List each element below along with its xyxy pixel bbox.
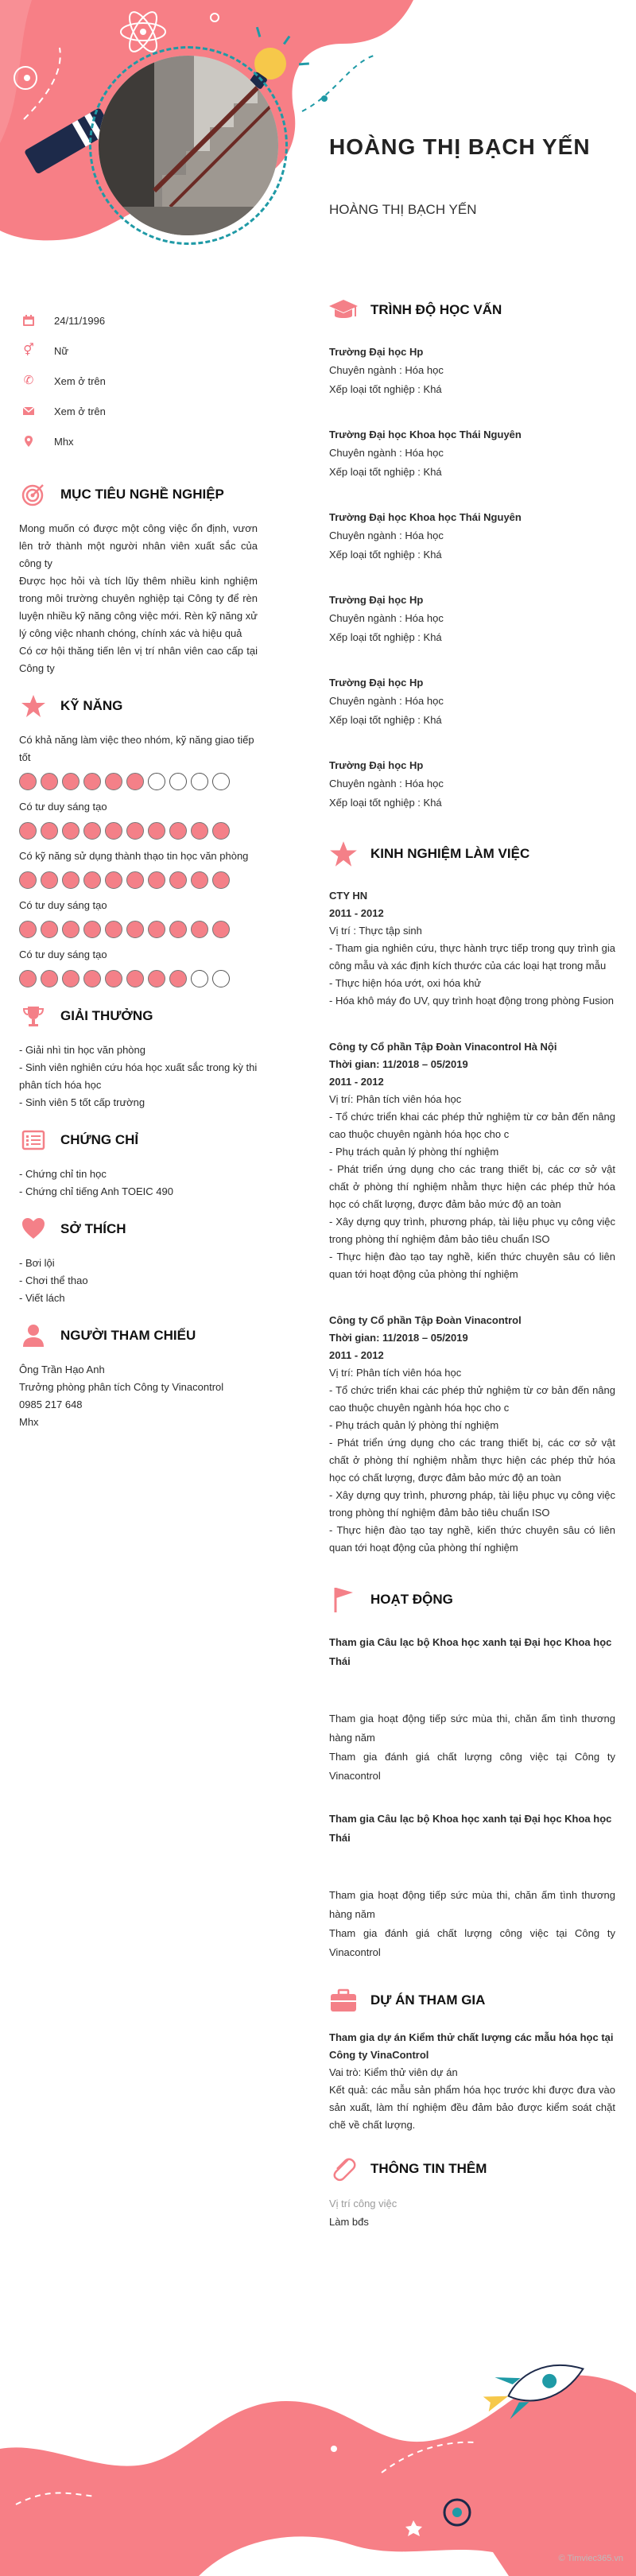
rating-dot-filled [62, 970, 80, 987]
rating-dot-filled [105, 773, 122, 790]
activity-spacer [329, 1671, 615, 1709]
awards-section [19, 1002, 258, 1111]
info-value: 24/11/1996 [54, 314, 106, 327]
rating-dot-filled [126, 773, 144, 790]
objective-line: Có cơ hội thăng tiến lên vị trí nhân viên cao cấp tại Công ty [19, 645, 258, 674]
info-phone [19, 366, 258, 396]
activity-line: Tham gia hoạt động tiếp sức mùa thi, chăn ấm tình thương hàng năm [329, 1889, 615, 1920]
experience-section [329, 840, 615, 1557]
education-item [329, 757, 615, 813]
rating-dot-filled [83, 921, 101, 938]
school-name: Trường Đại học Hp [329, 677, 424, 689]
additional-section [329, 2155, 615, 2231]
additional-value: Làm bđs [329, 2216, 369, 2228]
phone-icon: ✆ [23, 374, 34, 387]
certificate-icon [19, 1126, 48, 1154]
hobby-item: - Bơi lội [19, 1257, 55, 1269]
section-title: NGƯỜI THAM CHIẾU [60, 1328, 196, 1343]
rating-dot-filled [212, 921, 230, 938]
references-section [19, 1321, 258, 1431]
info-gender [19, 336, 258, 366]
section-title: SỞ THÍCH [60, 1221, 126, 1236]
experience-line: Vị trí: Phân tích viên hóa học [329, 1367, 462, 1379]
reference-line: 0985 217 648 [19, 1399, 83, 1410]
rating-dot-filled [126, 921, 144, 938]
hobbies-section [19, 1215, 258, 1307]
experience-heading: 2011 - 2012 [329, 1076, 384, 1088]
education-section [329, 296, 615, 813]
rating-dot-filled [212, 871, 230, 889]
section-title: KINH NGHIỆM LÀM VIỆC [370, 846, 530, 861]
experience-line: - Xây dựng quy trình, phương pháp, tài liệu phục vụ công việc trong phòng thí nghiệm đảm bảo tiêu chuẩn ISO [329, 1216, 615, 1245]
target-icon [19, 480, 48, 509]
skills-list [19, 731, 258, 987]
rating-dot-empty [212, 970, 230, 987]
award-item: - Sinh viên 5 tốt cấp trường [19, 1096, 145, 1108]
rating-dot-filled [191, 921, 208, 938]
rating-dot-empty [191, 970, 208, 987]
objective-line: Mong muốn có được một công việc ổn định, vươn lên trở thành một người nhân viên xuất sắc của công ty [19, 522, 258, 569]
rating-dot-filled [148, 921, 165, 938]
reference-line: Ông Trần Hạo Anh [19, 1364, 105, 1375]
rating-dot-empty [148, 773, 165, 790]
award-item: - Sinh viên nghiên cứu hóa học xuất sắc trong kỳ thi phân tích hóa học [19, 1061, 258, 1091]
experience-heading: Công ty Cổ phần Tập Đoàn Vinacontrol [329, 1314, 522, 1326]
skill-label: Có tư duy sáng tạo [19, 949, 107, 960]
experience-line: - Xây dựng quy trình, phương pháp, tài liệu phục vụ công việc trong phòng thí nghiệm đảm bảo tiêu chuẩn ISO [329, 1489, 615, 1519]
experience-heading: 2011 - 2012 [329, 907, 384, 919]
gender-icon: ⚥ [23, 343, 34, 357]
section-title: THÔNG TIN THÊM [370, 2161, 487, 2176]
education-rank: Xếp loại tốt nghiệp : Khá [329, 466, 442, 478]
experience-line: - Thực hiện hóa ướt, oxi hóa khử [329, 977, 482, 989]
skill-rating [19, 822, 258, 840]
skills-section [19, 692, 258, 987]
reference-line: Trưởng phòng phân tích Công ty Vinacontrol [19, 1381, 224, 1393]
rating-dot-filled [105, 871, 122, 889]
rating-dot-filled [19, 970, 37, 987]
experience-line: - Hóa khô máy đo UV, quy trình hoạt động trong phòng Fusion [329, 995, 614, 1007]
activities-list [329, 1633, 615, 1962]
experience-line: - Phát triển ứng dụng cho các trang thiết bị, các cơ sở vật chất ở phòng thí nghiệm nhằm thực hiện các phép thử hóa học có chất lượng, được đảm bảo mức độ an toàn [329, 1437, 615, 1484]
activity-line: Tham gia đánh giá chất lượng công việc tại Công ty Vinacontrol [329, 1751, 615, 1782]
avatar-ring [89, 46, 288, 245]
skill-label: Có khả năng làm việc theo nhóm, kỹ năng giao tiếp tốt [19, 734, 254, 763]
location-icon [22, 435, 35, 448]
school-name: Trường Đại học Khoa học Thái Nguyên [329, 429, 522, 440]
section-title: TRÌNH ĐỘ HỌC VẤN [370, 302, 502, 317]
rating-dot-filled [169, 822, 187, 840]
info-birthdate [19, 305, 258, 336]
skill-rating [19, 871, 258, 889]
project-line: Vai trò: Kiểm thử viên dự án [329, 2066, 458, 2078]
experience-heading: Thời gian: 11/2018 – 05/2019 [329, 1058, 468, 1070]
rating-dot-filled [105, 970, 122, 987]
rating-dot-filled [169, 970, 187, 987]
candidate-subtitle: HOÀNG THỊ BẠCH YẾN [329, 202, 477, 217]
education-major: Chuyên ngành : Hóa học [329, 612, 444, 624]
rating-dot-filled [41, 822, 58, 840]
award-item: - Giải nhì tin học văn phòng [19, 1044, 145, 1056]
rating-dot-filled [19, 921, 37, 938]
info-value: Mhx [54, 435, 74, 448]
star-icon [19, 692, 48, 720]
section-title: HOẠT ĐỘNG [370, 1592, 453, 1607]
info-value: Xem ở trên [54, 374, 106, 387]
project-line: Kết quả: các mẫu sản phẩm hóa học trước khi được đưa vào sản xuất, làm thí nghiệm đều đảm bảo được kiểm soát chặt chẽ về chất lượng. [329, 2084, 615, 2131]
education-rank: Xếp loại tốt nghiệp : Khá [329, 549, 442, 561]
rating-dot-filled [41, 773, 58, 790]
hobby-item: - Viết lách [19, 1292, 65, 1304]
rating-dot-filled [62, 773, 80, 790]
rating-dot-filled [19, 871, 37, 889]
certificate-item: - Chứng chỉ tin học [19, 1168, 107, 1180]
certificate-item: - Chứng chỉ tiếng Anh TOEIC 490 [19, 1185, 173, 1197]
rating-dot-filled [83, 773, 101, 790]
education-item [329, 509, 615, 564]
rating-dot-filled [62, 921, 80, 938]
rating-dot-filled [126, 970, 144, 987]
experience-line: - Phát triển ứng dụng cho các trang thiết bị, các cơ sở vật chất ở phòng thí nghiệm nhằm thực hiện các phép thử hóa học có chất lượng, được đảm bảo mức độ an toàn [329, 1163, 615, 1210]
education-major: Chuyên ngành : Hóa học [329, 530, 444, 541]
experience-line: - Thực hiện đào tạo tay nghề, kiến thức chuyên sâu có liên quan tới hoạt động của phòng thí nghiệm [329, 1251, 615, 1280]
rating-dot-filled [41, 921, 58, 938]
skill-rating [19, 970, 258, 987]
right-column [329, 296, 615, 2231]
education-rank: Xếp loại tốt nghiệp : Khá [329, 631, 442, 643]
rating-dot-filled [191, 822, 208, 840]
education-major: Chuyên ngành : Hóa học [329, 695, 444, 707]
info-value: Nữ [54, 344, 69, 357]
education-rank: Xếp loại tốt nghiệp : Khá [329, 797, 442, 809]
experience-line: - Phụ trách quản lý phòng thí nghiệm [329, 1419, 499, 1431]
skill-label: Có tư duy sáng tạo [19, 899, 107, 911]
avatar [89, 46, 288, 245]
rating-dot-filled [212, 822, 230, 840]
experience-line: Vị trí : Thực tập sinh [329, 925, 422, 937]
rating-dot-filled [191, 871, 208, 889]
info-address [19, 426, 258, 456]
paperclip-icon [329, 2155, 358, 2183]
education-rank: Xếp loại tốt nghiệp : Khá [329, 383, 442, 395]
education-major: Chuyên ngành : Hóa học [329, 364, 444, 376]
activity-name: Tham gia Câu lạc bộ Khoa học xanh tại Đại học Khoa học Thái [329, 1813, 612, 1844]
school-name: Trường Đại học Khoa học Thái Nguyên [329, 511, 522, 523]
experience-list [329, 887, 615, 1557]
footer-decoration [0, 2353, 636, 2576]
education-item [329, 592, 615, 647]
rating-dot-filled [148, 970, 165, 987]
objective-line: Được học hỏi và tích lũy thêm nhiều kinh nghiệm trong môi trường chuyên nghiệp tại Công ty để rèn luyện nhiều kỹ năng công việc mới. Rèn kỹ năng xử lý công việc nhanh chóng, chính xác và hiệu quả [19, 575, 258, 639]
activity-line: Tham gia hoạt động tiếp sức mùa thi, chăn ấm tình thương hàng năm [329, 1713, 615, 1744]
experience-heading: CTY HN [329, 890, 368, 902]
experience-item [329, 1038, 615, 1283]
rating-dot-filled [148, 871, 165, 889]
projects-section [329, 1986, 615, 2134]
personal-info [19, 305, 258, 456]
hobby-item: - Chơi thể thao [19, 1274, 88, 1286]
watermark: © Timviec365.vn [558, 2554, 623, 2563]
rating-dot-filled [62, 822, 80, 840]
activities-section [329, 1585, 615, 1962]
rating-dot-filled [169, 871, 187, 889]
experience-heading: Công ty Cổ phần Tập Đoàn Vinacontrol Hà Nội [329, 1041, 557, 1053]
experience-item [329, 1312, 615, 1557]
section-title: DỰ ÁN THAM GIA [370, 1992, 486, 2008]
rating-dot-empty [212, 773, 230, 790]
rating-dot-empty [191, 773, 208, 790]
experience-line: - Tổ chức triển khai các phép thử nghiệm từ cơ bản đến nâng cao thuộc chuyên ngành hóa học cho c [329, 1384, 615, 1414]
rating-dot-filled [41, 970, 58, 987]
rating-dot-filled [148, 822, 165, 840]
education-rank: Xếp loại tốt nghiệp : Khá [329, 714, 442, 726]
section-title: KỸ NĂNG [60, 698, 123, 713]
rating-dot-filled [126, 871, 144, 889]
experience-line: Vị trí: Phân tích viên hóa học [329, 1093, 462, 1105]
school-name: Trường Đại học Hp [329, 346, 424, 358]
graduation-cap-icon [329, 296, 358, 324]
skill-label: Có tư duy sáng tạo [19, 801, 107, 813]
reference-line: Mhx [19, 1416, 39, 1428]
section-title: MỤC TIÊU NGHỀ NGHIỆP [60, 487, 224, 502]
activity-item [329, 1633, 615, 1786]
education-item [329, 343, 615, 399]
left-column [19, 305, 258, 1431]
education-list [329, 343, 615, 813]
rating-dot-filled [41, 871, 58, 889]
activity-line: Tham gia đánh giá chất lượng công việc tại Công ty Vinacontrol [329, 1927, 615, 1958]
rating-dot-filled [83, 822, 101, 840]
experience-line: - Tham gia nghiên cứu, thực hành trực tiếp trong quy trình gia công mẫu và xác định kích thước của các loại hạt trong mẫu [329, 942, 615, 972]
candidate-name: HOÀNG THỊ BẠCH YẾN [329, 134, 591, 159]
experience-line: - Thực hiện đào tạo tay nghề, kiến thức chuyên sâu có liên quan tới hoạt động của phòng thí nghiệm [329, 1524, 615, 1554]
certificates-section [19, 1126, 258, 1201]
school-name: Trường Đại học Hp [329, 759, 424, 771]
activity-item [329, 1810, 615, 1962]
section-title: CHỨNG CHỈ [60, 1132, 139, 1147]
rating-dot-filled [83, 970, 101, 987]
rating-dot-empty [169, 773, 187, 790]
rating-dot-filled [19, 822, 37, 840]
briefcase-icon [329, 1986, 358, 2015]
info-value: Xem ở trên [54, 405, 106, 417]
trophy-icon [19, 1002, 48, 1030]
experience-line: - Tổ chức triển khai các phép thử nghiệm từ cơ bản đến nâng cao thuộc chuyên ngành hóa học cho c [329, 1111, 615, 1140]
education-item [329, 426, 615, 482]
experience-item [329, 887, 615, 1010]
rating-dot-filled [126, 822, 144, 840]
rating-dot-filled [105, 921, 122, 938]
flag-icon [329, 1585, 358, 1614]
section-title: GIẢI THƯỞNG [60, 1008, 153, 1023]
skill-rating [19, 773, 258, 790]
additional-label: Vị trí công việc [329, 2198, 398, 2209]
education-major: Chuyên ngành : Hóa học [329, 778, 444, 789]
skill-rating [19, 921, 258, 938]
activity-name: Tham gia Câu lạc bộ Khoa học xanh tại Đại học Khoa học Thái [329, 1636, 612, 1667]
user-icon [19, 1321, 48, 1350]
rating-dot-filled [83, 871, 101, 889]
objective-section [19, 480, 258, 677]
rating-dot-filled [62, 871, 80, 889]
star-icon [329, 840, 358, 868]
rating-dot-filled [19, 773, 37, 790]
calendar-icon [22, 314, 35, 327]
rating-dot-filled [169, 921, 187, 938]
skill-label: Có kỹ năng sử dụng thành thạo tin học văn phòng [19, 850, 249, 862]
experience-heading: 2011 - 2012 [329, 1349, 384, 1361]
project-name: Tham gia dự án Kiểm thử chất lượng các mẫu hóa học tại Công ty VinaControl [329, 2031, 614, 2061]
rating-dot-filled [105, 822, 122, 840]
school-name: Trường Đại học Hp [329, 594, 424, 606]
email-icon [22, 405, 35, 417]
activity-spacer [329, 1848, 615, 1886]
education-major: Chuyên ngành : Hóa học [329, 447, 444, 459]
info-email [19, 396, 258, 426]
heart-icon [19, 1215, 48, 1243]
experience-line: - Phụ trách quản lý phòng thí nghiệm [329, 1146, 499, 1158]
education-item [329, 674, 615, 730]
experience-heading: Thời gian: 11/2018 – 05/2019 [329, 1332, 468, 1344]
